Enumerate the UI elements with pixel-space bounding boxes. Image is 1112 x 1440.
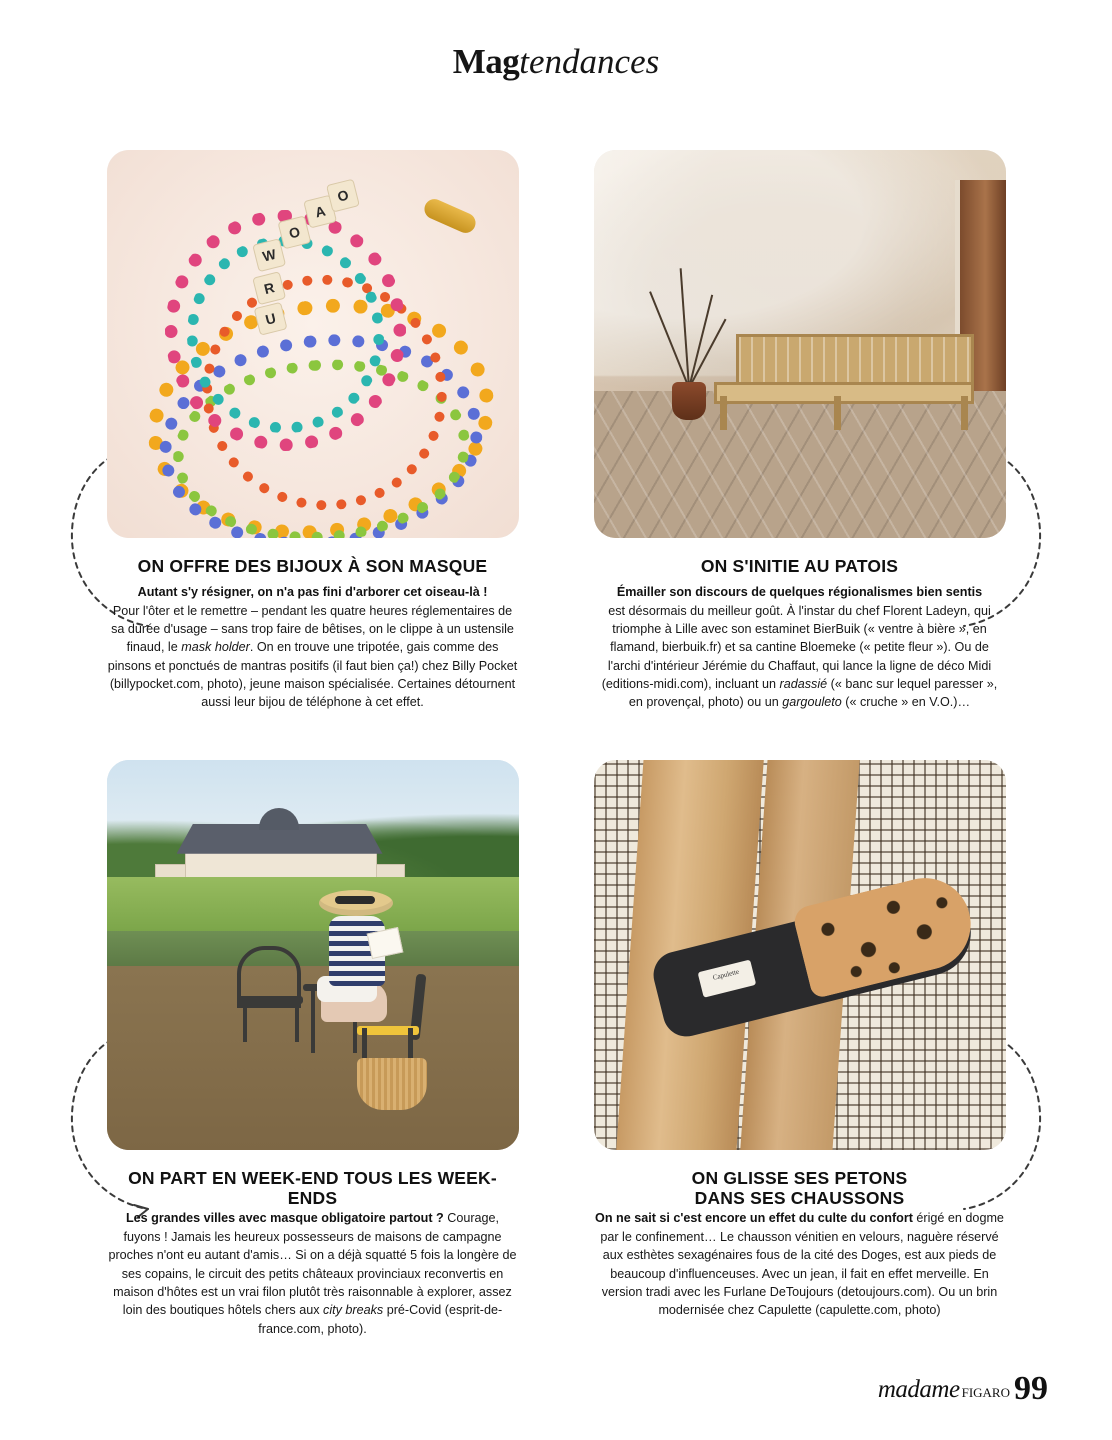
article-caption [107, 538, 519, 712]
article-patois [594, 150, 1006, 712]
article-lede: On ne sait si c'est encore un effet du culte du confort [595, 1211, 913, 1226]
chateau-garden-reader-photo [107, 760, 519, 1150]
straw-basket-bag [357, 1058, 427, 1110]
article-body: érigé en dogme par le confinement… Le chausson vénitien en velours, naguère réservé aux esthètes sexagénaires fous de la cité des Doges, est aux pieds de beaucoup d'influenceuses. Avec un jean, il fait en effet merveille. En version tradi avec les Furlane DeToujours (detoujours.com). Ou un brin modernisée chez Capulette (capulette.com, photo) [600, 1211, 1004, 1318]
masthead-word-tendances: tendances [519, 42, 660, 81]
brand-label: Capulette [697, 959, 756, 997]
page-masthead [0, 0, 1112, 79]
letter-bead: A [303, 195, 337, 229]
articles-grid [0, 150, 1112, 1338]
letter-bead: O [325, 179, 359, 213]
article-kicker: ON GLISSE SES PETONS DANS SES CHAUSSONS [691, 1167, 908, 1209]
article-caption [594, 538, 1006, 712]
article-lede: Les grandes villes avec masque obligatoire partout ? [125, 1211, 444, 1226]
article-lede-and-body [594, 1209, 1006, 1320]
page-number: 99 [1014, 1370, 1048, 1408]
letter-bead: U [253, 302, 287, 336]
gold-clasp-icon [421, 196, 478, 236]
open-book-icon [366, 927, 403, 959]
article-chaussons [594, 760, 1006, 1338]
article-week-end [107, 760, 519, 1338]
provencal-bench-courtyard-photo [594, 150, 1006, 538]
folio-brand-figaro: FIGARO [961, 1385, 1010, 1400]
leopard-velvet-slipper-photo [594, 760, 1006, 1150]
article-caption [107, 1150, 519, 1338]
beaded-mask-chains-photo [107, 150, 519, 538]
letter-bead: R [252, 271, 286, 305]
letter-bead: O [277, 215, 311, 249]
letter-bead: W [252, 238, 286, 272]
articles-row-1 [0, 150, 1112, 712]
article-bijoux-masque [107, 150, 519, 712]
masthead-word-mag: Mag [452, 42, 520, 81]
article-body: Pour l'ôter et le remettre – pendant les quatre heures réglementaires de sa durée d'usage – sans trop faire de bêtises, on le clippe à un ustensile finaud, le mask holder. On en trouve une tripotée, gais comme des pinsons et ponctués de mantras positifs (il faut bien ça!) chez Billy Pocket (billypocket.com, photo), jeune maison spécialisée. Certaines détournent aussi leur bijou de téléphone à cet effet. [107, 603, 518, 710]
article-kicker: ON OFFRE DES BIJOUX À SON MASQUE [137, 556, 488, 576]
article-body: est désormais du meilleur goût. À l'instar du chef Florent Ladeyn, qui triomphe à Lille avec son estaminet BierBuik (« ventre à bière », en flamand, bierbuik.fr) et sa cantine Bloemeke (« petite fleur »). Ou de l'archi d'intérieur Jérémie du Chaffaut, qui lance la ligne de déco Midi (editions-midi.com), incluant un radassié (« banc sur lequel paresser », en provençal, photo) ou un gargouleto (« cruche » en V.O.)… [601, 603, 998, 710]
article-kicker: ON S'INITIE AU PATOIS [700, 556, 899, 576]
folio-brand-madame: madame [877, 1376, 960, 1403]
terracotta-vase [672, 382, 706, 420]
radassie-bench [714, 334, 974, 426]
article-lede: Autant s'y résigner, on n'a pas fini d'arborer cet oiseau-là ! [137, 584, 488, 599]
woman-reading [313, 890, 409, 1030]
folio [877, 1370, 1048, 1408]
article-lede: Émailler son discours de quelques régionalismes bien sentis [616, 584, 983, 599]
article-caption [594, 1150, 1006, 1320]
articles-row-2 [0, 760, 1112, 1338]
article-body: Courage, fuyons ! Jamais les heureux possesseurs de maisons de campagne proches n'ont eu autant d'amis… Si on a déjà squatté 5 fois la longère de ses copains, le circuit des petits châteaux provinciaux reconvertis en maison d'hôtes est un vrai filon plutôt très raisonnable à explorer, assez loin des boutiques hôtels chers aux city breaks pré-Covid (esprit-de-france.com, photo). [108, 1211, 517, 1336]
article-kicker: ON PART EN WEEK-END TOUS LES WEEK-ENDS [128, 1167, 497, 1209]
article-lede-and-body [107, 1209, 519, 1338]
